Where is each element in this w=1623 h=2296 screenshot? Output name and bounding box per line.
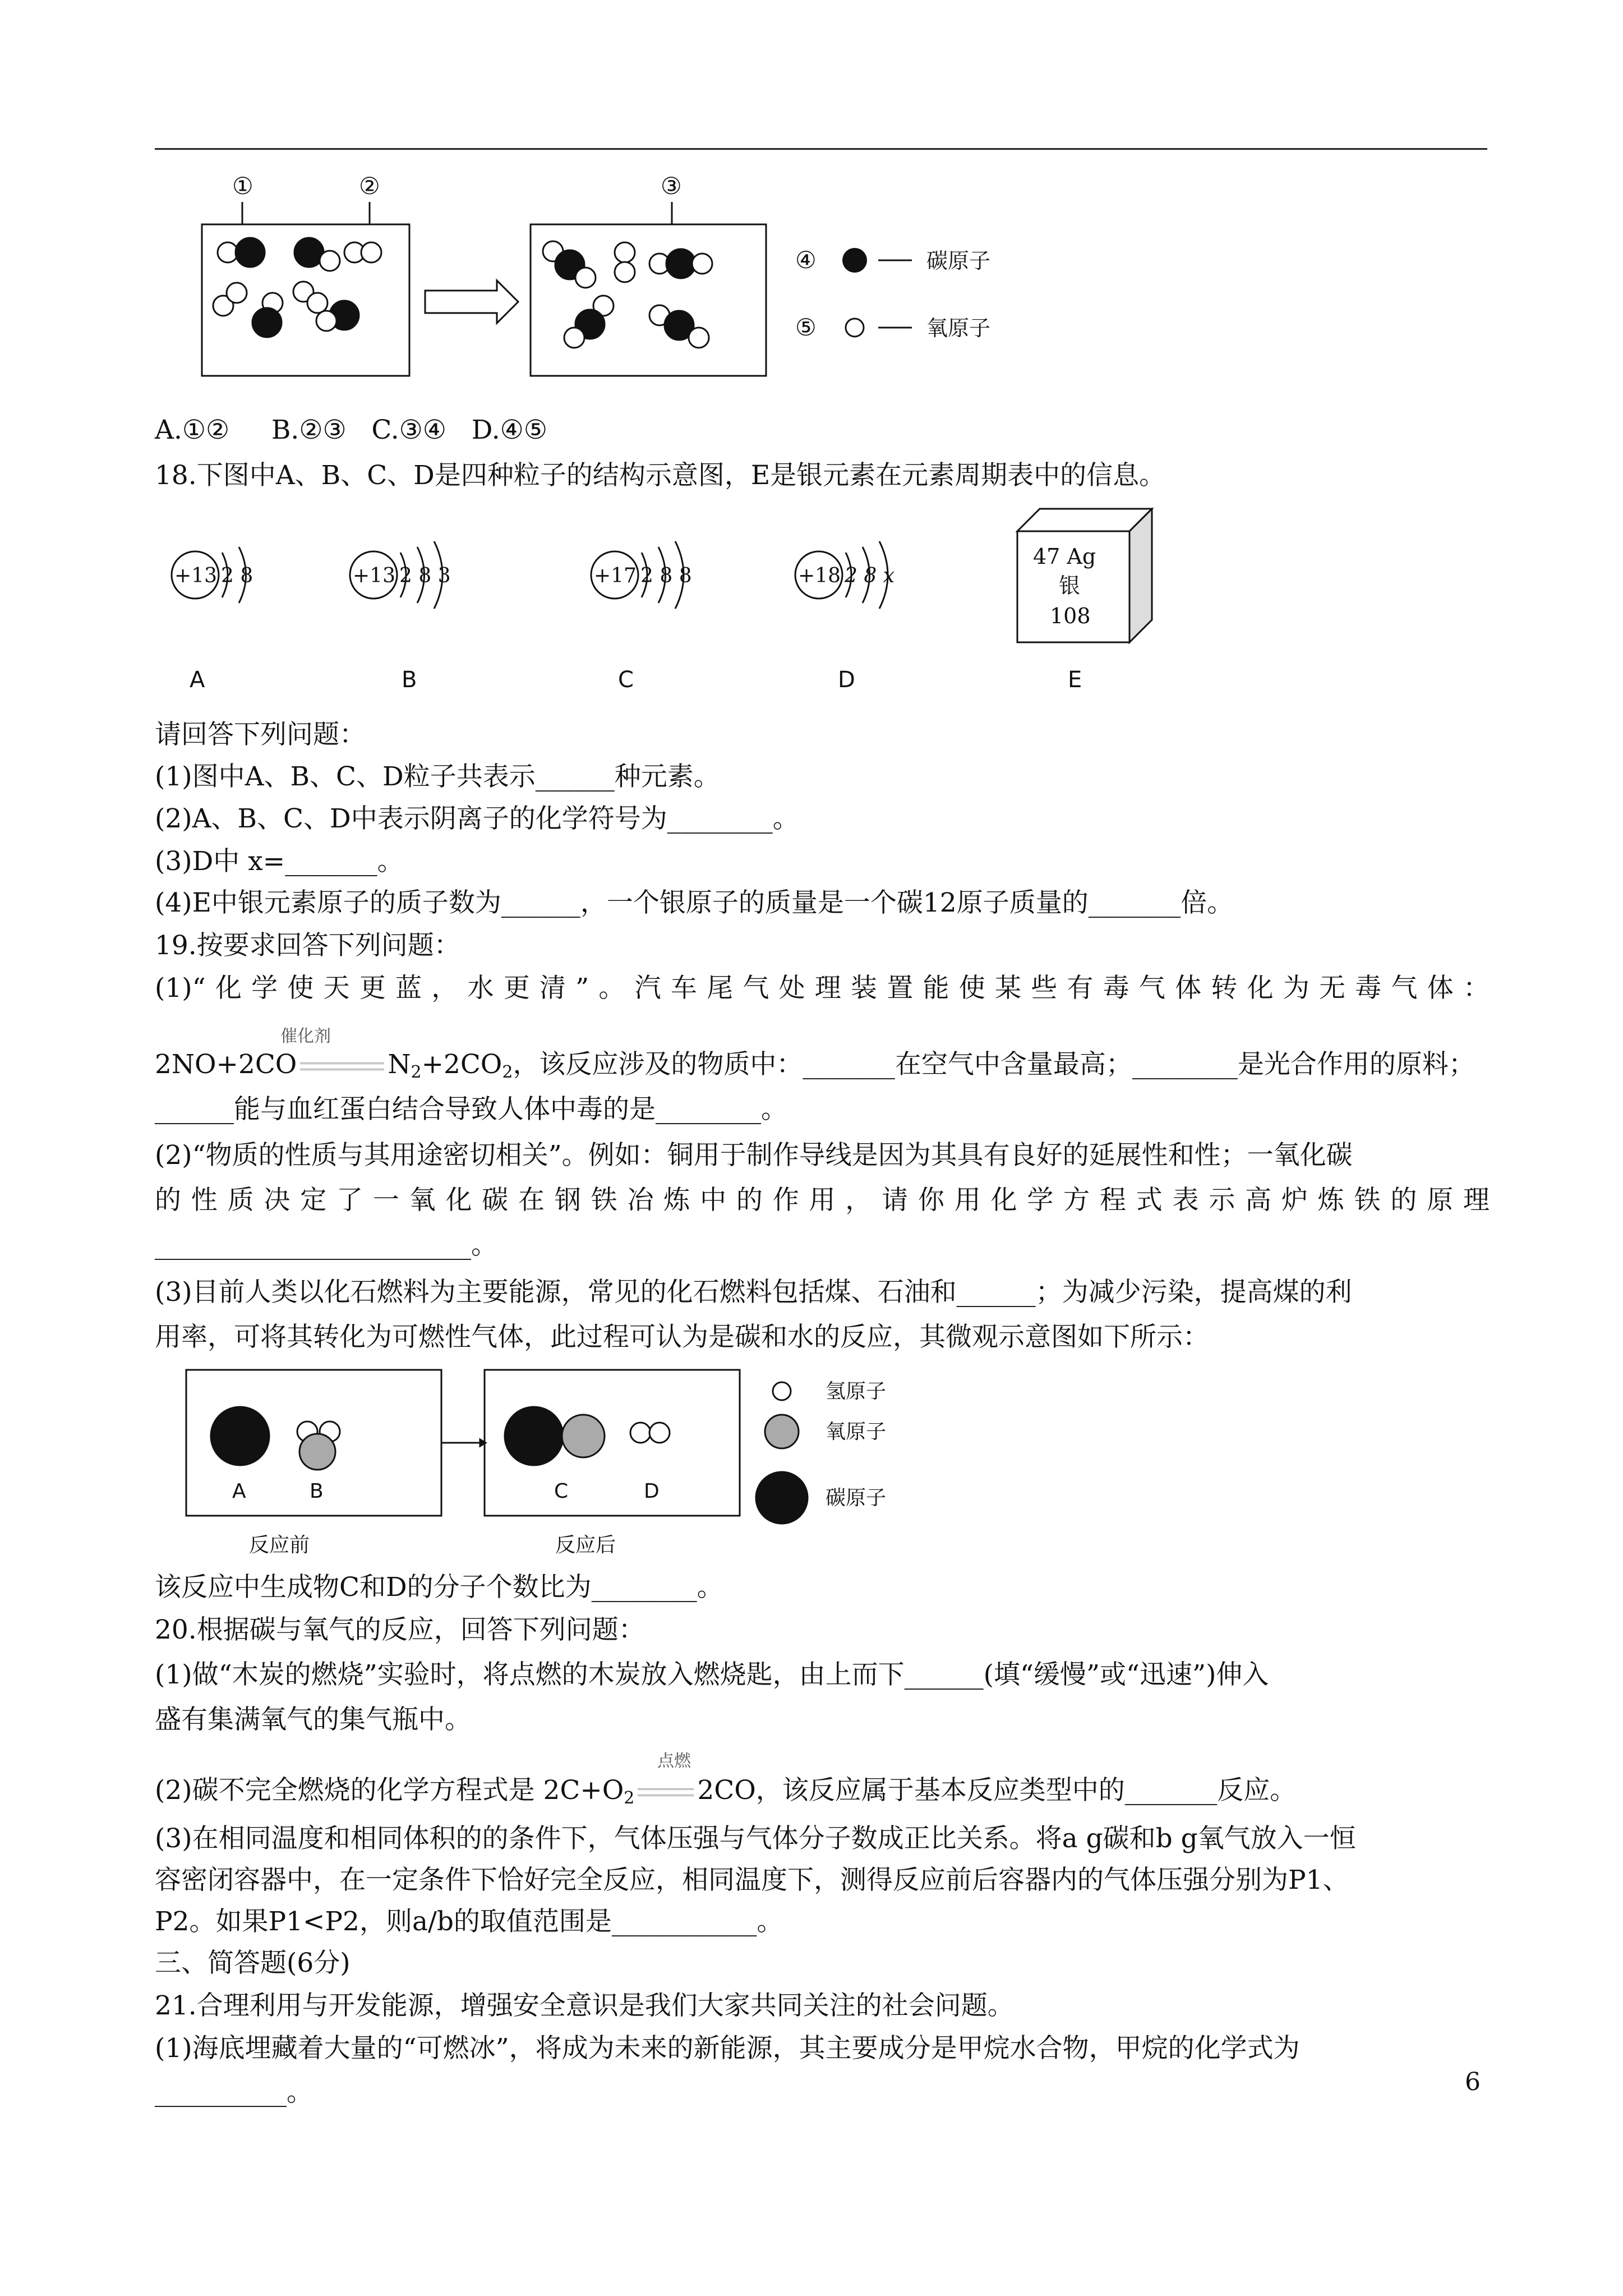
q18-atom-structure-figure	[155, 508, 1164, 698]
atom-a-nucleus: +13	[174, 564, 217, 587]
q21-part1-line1: (1)海底埋藏着大量的“可燃冰”，将成为未来的新能源，其主要成分是甲烷水合物，甲烷的化学式为	[155, 2033, 1300, 2064]
page-number: 6	[1465, 2068, 1481, 2096]
q21-part1-line2: __________。	[155, 2077, 313, 2108]
q20-eq-arrow	[638, 1788, 694, 1796]
q20-part3-line2: 容密闭容器中，在一定条件下恰好完全反应，相同温度下，测得反应前后容器内的气体压强分别为P1、	[155, 1865, 1349, 1895]
legend-carbon-2: 碳原子	[826, 1487, 887, 1510]
atom-c-nucleus: +17	[594, 564, 637, 587]
q17-molecule-figure	[200, 168, 1041, 387]
q18-question-1: (1)图中A、B、C、D粒子共表示______种元素。	[155, 761, 720, 792]
q20-ignite-condition: 点燃	[657, 1751, 691, 1771]
q18-prompt: 请回答下列问题：	[155, 719, 366, 750]
section-3-heading: 三、简答题(6分)	[155, 1948, 351, 1978]
fig-label-c: C	[554, 1480, 569, 1503]
atom-c-shells: 2 8 8	[640, 564, 692, 587]
q20-part1-line2: 盛有集满氧气的集气瓶中。	[155, 1704, 471, 1735]
atom-b-letter: B	[402, 667, 417, 693]
q19-part1-line3: ______能与血红蛋白结合导致人体中毒的是________。	[155, 1094, 787, 1125]
q20-part1-line1: (1)做“木炭的燃烧”实验时，将点燃的木炭放入燃烧匙，由上而下______(填“缓慢”或“迅速”)伸入	[155, 1659, 1269, 1690]
legend-hydrogen: 氢原子	[826, 1380, 887, 1403]
legend-oxygen-2: 氧原子	[826, 1420, 887, 1443]
q19-part1-line2-rest: ，该反应涉及的物质中：_______在空气中含量最高；________是光合作用的原料；	[513, 1049, 1475, 1080]
eq-right-sub1: 2	[411, 1062, 422, 1082]
mark-2: ②	[359, 172, 380, 200]
atom-c-letter: C	[618, 667, 634, 693]
q19-part1-line1: (1)“化学使天更蓝，水更清”。汽车尾气处理装置能使某些有毒气体转化为无毒气体：	[155, 973, 1490, 1004]
q19-part3-line1: (3)目前人类以化石燃料为主要能源，常见的化石燃料包括煤、石油和______；为减少污染，提高煤的利	[155, 1277, 1352, 1308]
q20-part3-line3: P2。如果P1<P2，则a/b的取值范围是___________。	[155, 1906, 783, 1937]
q19-catalyst-condition: 催化剂	[280, 1027, 331, 1046]
q18-question-2: (2)A、B、C、D中表示阴离子的化学符号为________。	[155, 803, 799, 834]
q20-part3-line1: (3)在相同温度和相同体积的的条件下，气体压强与气体分子数成正比关系。将a g碳和b g氧气放入一恒	[155, 1823, 1356, 1854]
atom-b-shells: 2 8 3	[399, 564, 451, 587]
q19-stem: 19.按要求回答下列问题：	[155, 930, 460, 961]
q18-question-3: (3)D中 x=_______。	[155, 846, 404, 877]
q19-part3-line3: 该反应中生成物C和D的分子个数比为________。	[155, 1572, 723, 1603]
element-symbol: 47 Ag	[1033, 544, 1096, 569]
q19-part3-line2: 用率，可将其转化为可燃性气体，此过程可认为是碳和水的反应，其微观示意图如下所示：	[155, 1322, 1209, 1352]
q20-stem: 20.根据碳与氧气的反应，回答下列问题：	[155, 1614, 645, 1645]
q20-part2	[155, 1774, 1490, 1815]
atom-d-letter: D	[838, 667, 855, 693]
atom-a-letter: A	[190, 667, 205, 693]
eq-right-n: N	[388, 1049, 411, 1080]
legend-num-4: ④	[795, 246, 817, 274]
fig-label-after: 反应后	[555, 1534, 616, 1557]
atom-d-shells: 2 8 x	[845, 564, 895, 587]
fig-label-a: A	[232, 1480, 246, 1503]
legend-num-5: ⑤	[795, 314, 817, 341]
q19-part1-line2	[155, 1048, 1490, 1089]
q19-part2-line3: ________________________。	[155, 1230, 497, 1260]
eq-left: 2NO+2CO	[155, 1049, 297, 1080]
element-name: 银	[1059, 573, 1081, 598]
q19-reaction-figure	[179, 1363, 920, 1565]
eq-right-sub2: 2	[502, 1062, 513, 1082]
mark-3: ③	[661, 172, 682, 200]
q20-part2-b: 2CO，该反应属于基本反应类型中的_______反应。	[697, 1775, 1297, 1806]
atom-d-nucleus: +18	[798, 564, 841, 587]
legend-carbon: 碳原子	[926, 249, 991, 273]
fig-label-before: 反应前	[249, 1534, 310, 1557]
atom-b-nucleus: +13	[353, 564, 395, 587]
header-rule	[155, 148, 1487, 150]
q19-part2-line2: 的性质决定了一氧化碳在钢铁冶炼中的作用，请你用化学方程式表示高炉炼铁的原理	[155, 1185, 1490, 1216]
fig-label-d: D	[644, 1480, 660, 1503]
atom-a-shells: 2 8	[221, 564, 253, 587]
q18-question-4: (4)E中银元素原子的质子数为______，一个银原子的质量是一个碳12原子质量的_______倍。	[155, 887, 1234, 918]
legend-oxygen: 氧原子	[926, 316, 991, 341]
eq-right-co: +2CO	[421, 1049, 502, 1080]
q20-part2-sub: 2	[624, 1788, 635, 1808]
q19-part2-line1: (2)“物质的性质与其用途密切相关”。例如：铜用于制作导线是因为其具有良好的延展性和性；一氧化碳	[155, 1140, 1353, 1171]
q17-options: A.①② B.②③ C.③④ D.④⑤	[155, 415, 547, 445]
eq-arrow	[300, 1062, 384, 1070]
q18-stem: 18.下图中A、B、C、D是四种粒子的结构示意图，E是银元素在元素周期表中的信息。	[155, 460, 1166, 491]
q20-part2-a: (2)碳不完全燃烧的化学方程式是 2C+O	[155, 1775, 624, 1806]
mark-1: ①	[232, 172, 253, 200]
q21-stem: 21.合理利用与开发能源，增强安全意识是我们大家共同关注的社会问题。	[155, 1990, 1014, 2021]
element-letter: E	[1068, 667, 1082, 693]
fig-label-b: B	[310, 1480, 324, 1503]
element-mass: 108	[1050, 604, 1091, 628]
